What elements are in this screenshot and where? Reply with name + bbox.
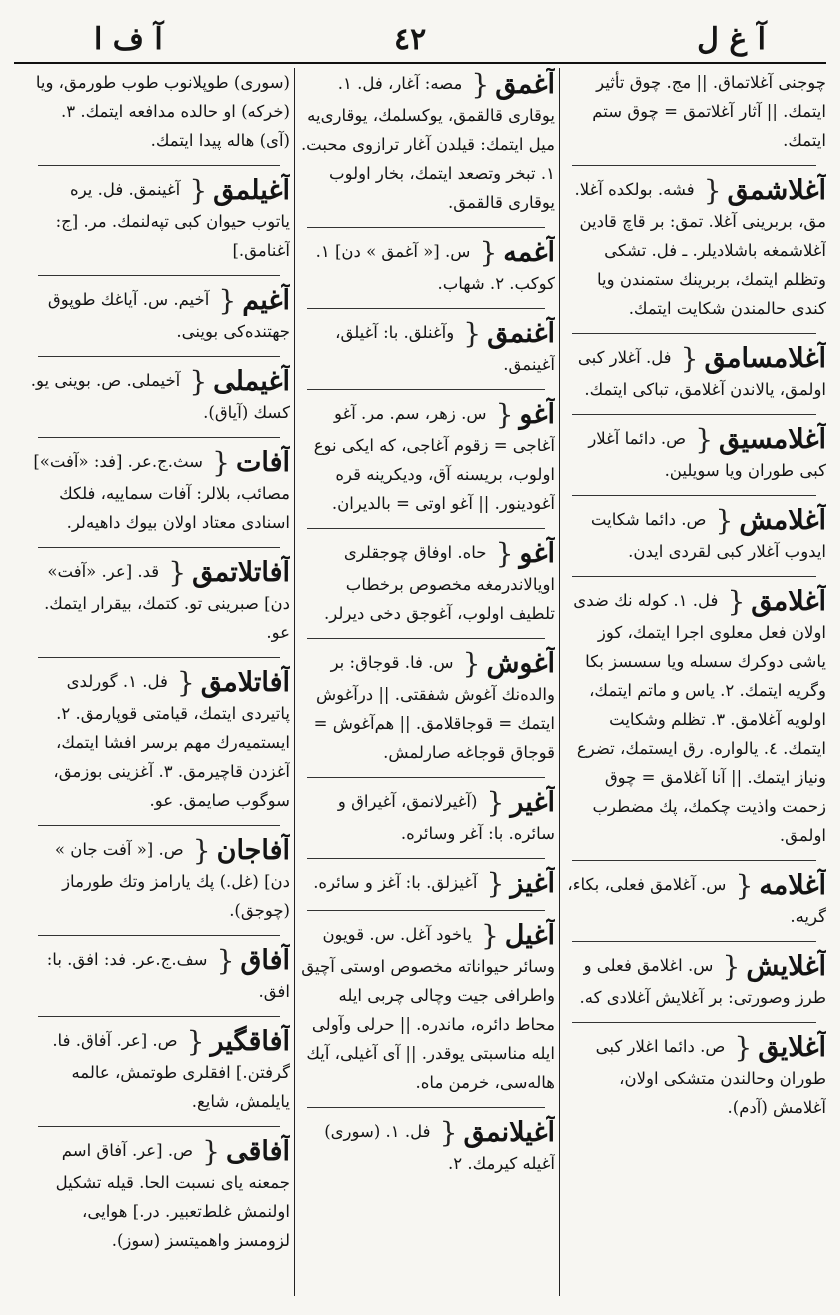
dictionary-entry bbox=[297, 1116, 555, 1178]
entry-headword: آغیلانمق bbox=[463, 1117, 555, 1148]
entry-separator bbox=[38, 825, 280, 826]
brace-glyph: { bbox=[439, 1116, 458, 1149]
brace-glyph: { bbox=[168, 556, 187, 589]
entry-definition: قد. [عر. «آفت» دن] صبرینی تو. كتمك، بیقرار ایتمك. عو. bbox=[44, 562, 290, 642]
brace-glyph: { bbox=[495, 537, 514, 570]
entry-separator bbox=[307, 227, 545, 228]
brace-glyph: { bbox=[486, 786, 505, 819]
entry-definition: فل. آغلار كبی اولمق، یالاندن آغلامق، تباكی ایتمك. bbox=[577, 348, 826, 399]
dictionary-entry bbox=[297, 537, 555, 628]
entry-separator bbox=[572, 495, 816, 496]
brace-glyph: { bbox=[703, 174, 722, 207]
entry-separator bbox=[572, 1022, 816, 1023]
dictionary-entry bbox=[28, 174, 290, 265]
entry-definition: مصه: آغار، فل. ١. یوقاری قالقمق، یوكسلمك، یوقاری‌یه میل ایتمك: قیلدن آغار ترازوی محبت. ١. تبخر وتصعد ایتمك، بخار اولوب یوقاری قالقمق. bbox=[300, 74, 555, 212]
entry-headword: آغلامسیق bbox=[719, 424, 826, 455]
entry-definition: سف.ج.عر. فد: افق. با: افق. bbox=[46, 950, 290, 1001]
entry-headword: آغلایش bbox=[746, 951, 826, 982]
entry-separator bbox=[572, 941, 816, 942]
dictionary-entry bbox=[562, 950, 826, 1012]
brace-glyph: { bbox=[722, 950, 741, 983]
header-letters-right: آ غ ل bbox=[697, 22, 766, 57]
entry-headword: آغلاشمق bbox=[727, 175, 826, 206]
brace-glyph: { bbox=[189, 174, 208, 207]
entry-separator bbox=[38, 935, 280, 936]
entry-definition: (آغیرلانمق، آغیراق و سائره. با: آغر وسائره. bbox=[337, 792, 555, 843]
column-divider bbox=[559, 68, 560, 1296]
dictionary-entry bbox=[297, 867, 555, 900]
brace-glyph: { bbox=[734, 1031, 753, 1064]
entry-definition: ص. [عر. آفاق اسم جمعنه یای نسبت الحا. قیله تشكیل اولنمش غلط‌تعبیر. در.] هوایی، لزومسز واهمیتسز (سوز). bbox=[55, 1141, 290, 1250]
dictionary-entry bbox=[28, 834, 290, 925]
entry-separator bbox=[307, 858, 545, 859]
brace-glyph: { bbox=[479, 236, 498, 269]
entry-separator bbox=[307, 308, 545, 309]
entry-headword: آغوش bbox=[486, 648, 555, 679]
entry-headword: آفاتلاتمق bbox=[192, 557, 290, 588]
dictionary-entry bbox=[297, 398, 555, 518]
entry-headword: آغیم bbox=[242, 285, 290, 316]
brace-glyph: { bbox=[189, 365, 208, 398]
brace-glyph: { bbox=[727, 585, 746, 618]
brace-glyph: { bbox=[471, 68, 490, 101]
entry-headword: آفات bbox=[235, 447, 290, 478]
entry-separator bbox=[307, 777, 545, 778]
entry-separator bbox=[307, 389, 545, 390]
brace-glyph: { bbox=[480, 919, 499, 952]
header-letters-left: آ ف ا bbox=[94, 22, 163, 57]
entry-definition: وآغنلق. با: آغیلق، آغینمق. bbox=[335, 323, 555, 374]
entry-definition: ص. [« آفت جان » دن] (غل.) پك یارامز وتك طورماز (چوجق). bbox=[54, 840, 290, 920]
entry-separator bbox=[572, 333, 816, 334]
entry-headword: آغنمق bbox=[487, 318, 555, 349]
entry-definition: س. زهر، سم. مر. آغو آغاجی = زقوم آغاجی، كه ایكی نوع اولوب، بریسنه آق، ودیكرینه قره آغودینور. || آغو اوتی = بالدیران. bbox=[313, 404, 555, 513]
entry-headword: آغیملی bbox=[213, 366, 290, 397]
entry-headword: آغلامق bbox=[751, 586, 826, 617]
entry-definition: آغیزلق. با: آغز و سائره. bbox=[313, 873, 478, 892]
entry-separator bbox=[38, 356, 280, 357]
brace-glyph: { bbox=[192, 834, 211, 867]
entry-headword: آغمه bbox=[503, 237, 555, 268]
entry-definition: فل. ١. گورلدی پاتیردی ایتمك، قیامتی قوپارمق. ٢. ایستمیه‌رك مهم برسر افشا ایتمك، آغزدن قاچیرمق. ٣. آغزینی بوزمق، سوگوب صایمق. عو. bbox=[53, 672, 290, 810]
entry-headword: آغمق bbox=[495, 69, 555, 100]
entry-separator bbox=[38, 547, 280, 548]
entry-definition: ص. دائما آغلار كبی طوران ویا سویلین. bbox=[588, 429, 826, 480]
entry-headword: آفاجان bbox=[216, 835, 290, 866]
dictionary-entry bbox=[28, 446, 290, 537]
dictionary-entry bbox=[297, 647, 555, 767]
brace-glyph: { bbox=[202, 1135, 220, 1168]
entry-separator bbox=[307, 1107, 545, 1108]
entry-definition: س. [« آغمق » دن] ١. كوكب. ٢. شهاب. bbox=[315, 242, 555, 293]
entry-separator bbox=[572, 860, 816, 861]
entry-separator bbox=[38, 657, 280, 658]
brace-glyph: { bbox=[695, 423, 714, 456]
brace-glyph: { bbox=[486, 867, 505, 900]
brace-glyph: { bbox=[715, 504, 734, 537]
entry-headword: آفاقگیر bbox=[210, 1026, 290, 1057]
dictionary-entry bbox=[28, 365, 290, 427]
entry-headword: آفاقی bbox=[225, 1136, 290, 1167]
entry-headword: آغیر bbox=[510, 787, 555, 818]
dictionary-entry bbox=[297, 786, 555, 848]
entry-headword: آغیز bbox=[510, 868, 555, 899]
entry-headword: آغلامش bbox=[739, 505, 826, 536]
brace-glyph: { bbox=[218, 284, 237, 317]
dictionary-entry bbox=[562, 68, 826, 155]
dictionary-entry bbox=[28, 556, 290, 647]
dictionary-entry bbox=[28, 666, 290, 815]
dictionary-page bbox=[14, 10, 826, 1300]
entry-separator bbox=[572, 414, 816, 415]
entry-definition: سث.ج.عر. [فد: «آفت»] مصائب، بلالر: آفات سماییه، فلكك اسنادی معتاد اولان بیوك داهیه‌لر. bbox=[33, 452, 290, 532]
dictionary-entry bbox=[28, 284, 290, 346]
column-right bbox=[562, 68, 826, 1296]
dictionary-entry bbox=[297, 317, 555, 379]
entry-definition: آغینمق. فل. یره یاتوب حیوان كبی تپه‌لنمك. مر. [ج: آغنامق.] bbox=[55, 180, 290, 260]
brace-glyph: { bbox=[735, 869, 754, 902]
entry-separator bbox=[572, 576, 816, 577]
brace-glyph: { bbox=[186, 1025, 205, 1058]
entry-headword: آغو bbox=[519, 538, 555, 569]
brace-glyph: { bbox=[495, 398, 514, 431]
dictionary-entry bbox=[297, 236, 555, 298]
entry-separator bbox=[307, 910, 545, 911]
brace-glyph: { bbox=[212, 446, 230, 479]
dictionary-entry bbox=[562, 504, 826, 566]
entry-definition: حاه. اوفاق چوجقلری اویالاندرمغه مخصوص برخطاب تلطیف اولوب، آغوجق دخی دیرلر. bbox=[323, 543, 555, 623]
entry-separator bbox=[38, 275, 280, 276]
entry-separator bbox=[38, 1126, 280, 1127]
dictionary-entry bbox=[28, 1135, 290, 1255]
entry-headword: آغیل bbox=[504, 920, 555, 951]
dictionary-entry bbox=[562, 585, 826, 850]
brace-glyph: { bbox=[176, 666, 195, 699]
entry-separator bbox=[38, 1016, 280, 1017]
entry-definition: (سوری) طوپلانوب طوب طورمق، ویا (خركه) او حالده مدافعه ایتمك. ٣. (آی) هاله پیدا ایتمك. bbox=[35, 73, 290, 150]
entry-headword: آغلایق bbox=[758, 1032, 826, 1063]
brace-glyph: { bbox=[680, 342, 699, 375]
dictionary-entry bbox=[562, 423, 826, 485]
dictionary-entry bbox=[562, 174, 826, 323]
entry-separator bbox=[38, 165, 280, 166]
entry-headword: آغلامه bbox=[759, 870, 826, 901]
entry-definition: ص. دائما اغلار كبی طوران وحالندن متشكی اولان، آغلامش (آدم). bbox=[595, 1037, 826, 1117]
entry-definition: یاخود آغل. س. قویون وسائر حیواناته مخصوص اوستی آچیق واطرافی جیت وچالی چربی ایله محاط دائره، ماندره. || حرلی وآولی ایله مناسبتی یوقدر. || آی آغیلی، آیك هاله‌سی، خرمن ماه. bbox=[301, 925, 555, 1092]
entry-separator bbox=[38, 437, 280, 438]
entry-definition: س. اغلامق فعلی و طرز وصورتی: بر آغلایش آغلادی كه. bbox=[579, 956, 826, 1007]
entry-headword: آفاتلامق bbox=[200, 667, 290, 698]
entry-definition: فل. ١. (سوری) آغیله كیرمك. ٢. bbox=[324, 1122, 555, 1173]
column-divider bbox=[294, 68, 295, 1296]
dictionary-entry bbox=[562, 1031, 826, 1122]
dictionary-entry bbox=[28, 68, 290, 155]
dictionary-entry bbox=[297, 919, 555, 1097]
entry-definition: س. آغلامق فعلی، بكاء، گریه. bbox=[567, 875, 826, 926]
page-number: ٤٢ bbox=[394, 22, 427, 57]
entry-separator bbox=[307, 528, 545, 529]
entry-definition: فشه. بولكده آغلا. مق، بربرینی آغلا. تمق: بر قاچ قادین آغلاشمغه باشلادیلر. ـ فل. تشكی وتظلم ایتمك، بربرینك ستمندن ویا كندی حالمندن شكایت ایتمك. bbox=[574, 180, 826, 318]
entry-definition: فل. ١. كوله نك ضدی اولان فعل معلوی اجرا ایتمك، كوز یاشی دوكرك سسله ویا سسسز بكا وگریه ایتمك. ٢. یاس و ماتم ایتمك، اولویه آغلامق. ٣. تظلم وشكایت ایتمك. ٤. یالواره. رق ایستمك، تضرع ونیاز ایتمك. || آنا آغلامق = چوق زحمت واذیت چكمك، پك مضطرب اولمق. bbox=[573, 591, 826, 845]
entry-separator bbox=[307, 638, 545, 639]
entry-definition: ص. دائما شكایت ایدوب آغلار كبی لقردی ایدن. bbox=[590, 510, 826, 561]
entry-definition: س. فا. قوجاق: بر والده‌نك آغوش شفقتی. || درآغوش ایتمك = قوجاقلامق. || هم‌آغوش = قوجاق قوجاغه صارلمش. bbox=[313, 653, 555, 762]
brace-glyph: { bbox=[216, 944, 235, 977]
column-left bbox=[28, 68, 290, 1296]
brace-glyph: { bbox=[463, 317, 482, 350]
dictionary-entry bbox=[28, 1025, 290, 1116]
dictionary-entry bbox=[562, 342, 826, 404]
dictionary-entry bbox=[28, 944, 290, 1006]
dictionary-entry bbox=[562, 869, 826, 931]
entry-definition: چوجنی آغلاتماق. || مج. چوق تأثیر ایتمك. || آثار آغلاتمق = چوق ستم ایتمك. bbox=[592, 73, 826, 150]
entry-headword: آغیلمق bbox=[213, 175, 290, 206]
page-header bbox=[14, 10, 826, 64]
entry-headword: آفاق bbox=[240, 945, 290, 976]
entry-separator bbox=[572, 165, 816, 166]
entry-definition: آخیملی. ص. بوینی یو. كسك (آیاق). bbox=[30, 371, 290, 422]
entry-definition: آخیم. س. آیاغك طوپوق جهتنده‌كی بوینی. bbox=[47, 290, 290, 341]
entry-headword: آغو bbox=[519, 399, 555, 430]
column-center bbox=[297, 68, 555, 1296]
dictionary-entry bbox=[297, 68, 555, 217]
entry-definition: ص. [عر. آفاق. فا. گرفتن.] افقلری طوتمش، عالمه یایلمش، شایع. bbox=[52, 1031, 290, 1111]
entry-headword: آغلامسامق bbox=[704, 343, 826, 374]
brace-glyph: { bbox=[462, 647, 481, 680]
